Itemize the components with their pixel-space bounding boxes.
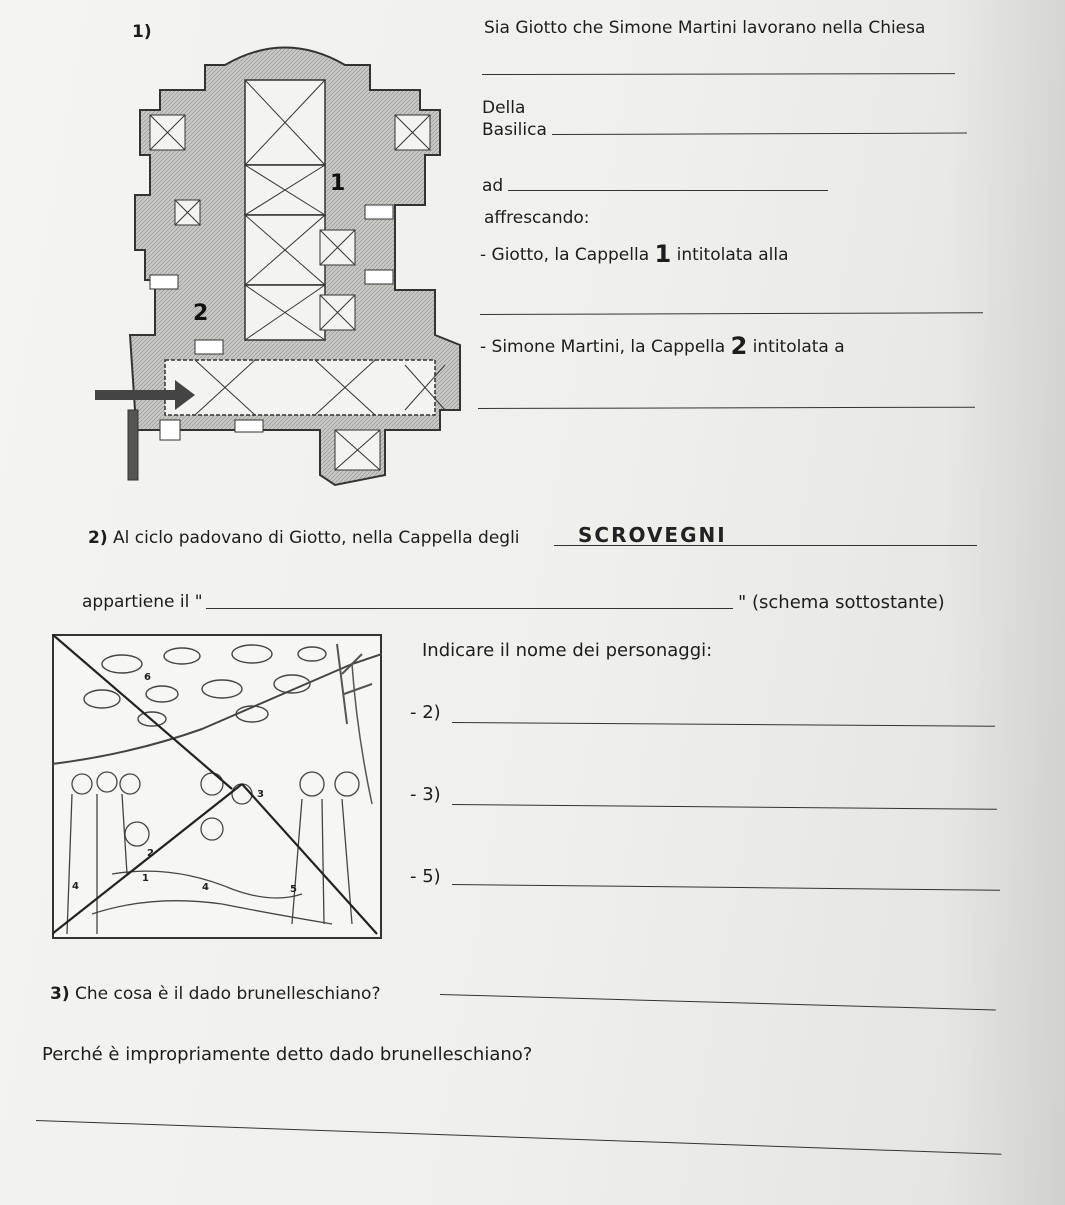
ad-label: ad	[482, 176, 504, 196]
character-item-5: - 5)	[410, 866, 441, 887]
chapel-number-2: 2	[730, 332, 748, 360]
giotto-chapel-text: - Giotto, la Cappella 1 intitolata alla	[480, 240, 789, 268]
handwritten-answer: SCROVEGNI	[578, 523, 727, 547]
chapel-number-1: 1	[654, 240, 672, 268]
section-1-number: 1)	[132, 22, 152, 42]
page-edge-shadow	[945, 0, 1065, 1205]
affrescando-label: affrescando:	[484, 208, 590, 228]
fresco-number-1: 1	[142, 873, 149, 884]
fresco-number-5: 5	[290, 884, 297, 895]
fresco-number-2: 2	[147, 848, 154, 859]
section-3-question-1: 3) Che cosa è il dado brunelleschiano?	[50, 984, 381, 1004]
answer-line-simone-chapel[interactable]	[478, 407, 975, 409]
fresco-number-3: 3	[257, 789, 264, 800]
fresco-lamentation-schema	[52, 634, 382, 939]
character-item-3: - 3)	[410, 784, 441, 805]
basilica-floor-plan	[95, 35, 475, 495]
fresco-number-4a: 4	[72, 881, 79, 892]
schema-label: " (schema sottostante)	[738, 592, 945, 613]
section-2-text: 2) Al ciclo padovano di Giotto, nella Cappella degli	[88, 528, 520, 548]
answer-line-fresco-title[interactable]	[206, 608, 733, 609]
fresco-number-6: 6	[144, 672, 151, 683]
section-1-line-1: Sia Giotto che Simone Martini lavorano nella Chiesa	[484, 18, 926, 38]
plan-label-1: 1	[330, 171, 346, 196]
answer-line-dado[interactable]	[440, 994, 996, 1011]
basilica-label: Basilica	[482, 120, 547, 140]
answer-line-improprio[interactable]	[36, 1120, 1001, 1155]
character-item-2: - 2)	[410, 702, 441, 723]
answer-line-character-3[interactable]	[452, 804, 997, 810]
della-label: Della	[482, 98, 526, 118]
section-3-question-2: Perché è impropriamente detto dado brunelleschiano?	[42, 1044, 533, 1065]
answer-line-ad[interactable]	[508, 190, 828, 191]
fresco-number-4b: 4	[202, 882, 209, 893]
answer-line-character-2[interactable]	[452, 722, 995, 727]
simone-chapel-text: - Simone Martini, la Cappella 2 intitolata a	[480, 332, 845, 360]
answer-line-giotto-chapel[interactable]	[480, 312, 983, 315]
appartiene-label: appartiene il "	[82, 592, 203, 612]
plan-label-2: 2	[193, 301, 209, 326]
indicare-label: Indicare il nome dei personaggi:	[422, 640, 713, 661]
answer-line-basilica[interactable]	[552, 133, 967, 135]
answer-line-chiesa[interactable]	[482, 73, 955, 75]
answer-line-character-5[interactable]	[452, 884, 1000, 891]
